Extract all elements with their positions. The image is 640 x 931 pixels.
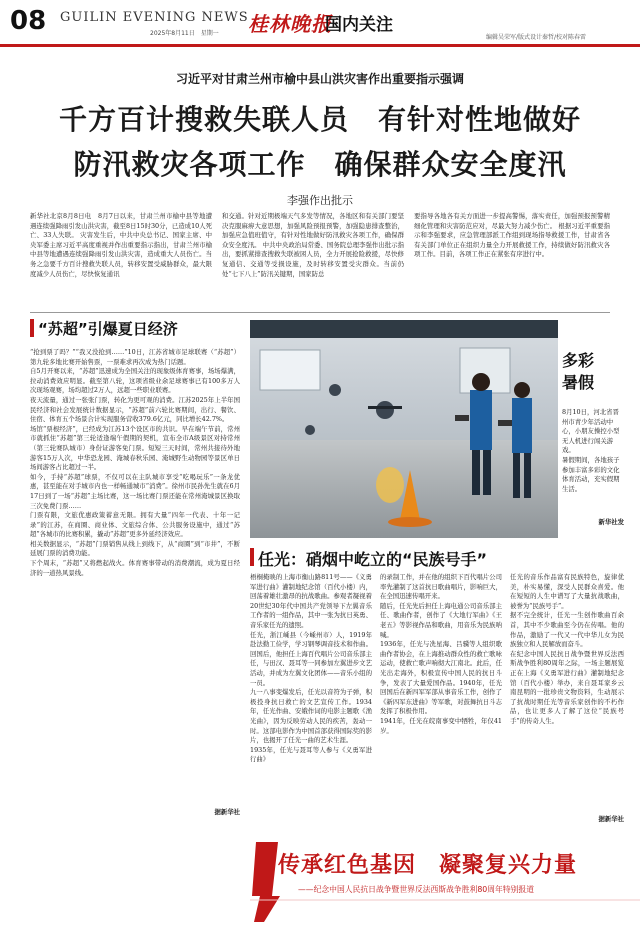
lead-headline-line-2: 防汛救灾各项工作 确保群众安全度汛: [73, 148, 567, 181]
renguang-accent-bar: [250, 548, 254, 566]
summer-feature: [562, 350, 622, 394]
section-title: 国内关注: [325, 15, 393, 35]
summer-title-line-2: 暑假: [562, 373, 595, 392]
summer-caption: 8月10日，河北省晋州市青少年活动中心，小朋友操控小型无人机进行闯关游戏。 暑假期间，各地孩子参加丰富多彩的文化体育活动，充实假期生活。: [562, 408, 620, 493]
drone-photo-illustration: [250, 320, 558, 538]
lead-column-2: 和交通。针对近期极端天气多发等情况，各地区和有关部门要坚决克服麻痹大意思想，加强风险预报预警，加强隐患排查整治，加强应急值班值守，有针对性地做好防汛救灾各项工作，确保群众安全度汛。 中共中央政治局常委、国务院总理李强作出批示指出，要抓紧排查搜救失联被困人员，全力开展抢险救援，尽快修复通信、交通等受损设施，及时转移安置受灾群众。当前仍处“七下八上”防汛关键期，国家防总: [222, 212, 404, 278]
suchao-accent-bar: [30, 319, 34, 337]
page-number: 08: [10, 6, 47, 36]
paper-logo: 桂林晚报: [248, 12, 332, 36]
masthead-divider: [0, 44, 640, 47]
renguang-title: 任光：硝烟中屹立的“民族号手”: [258, 550, 488, 569]
editor-credits: 编辑吴荣军/版式设计秦哲/校对陈春雷: [486, 34, 587, 41]
banner-subtitle: ——纪念中国人民抗日战争暨世界反法西斯战争胜利80周年特别报道: [298, 885, 535, 894]
renguang-column-3: 任光的音乐作品富有民族特色，旋律优美，朴实易懂，深受人民群众喜爱。他在短短的人生中谱写了大量抗战歌曲，被誉为“民族号手”。 据不完全统计，任光一生创作歌曲百余首，其中不少歌曲至今仍在传唱。他的作品，激励了一代又一代中华儿女为民族独立和人民解放而奋斗。 在纪念中国人民抗日战争暨世界反法西斯战争胜利80周年之际，一场主题展览正在上海《义勇军进行曲》灌制地纪念馆（百代小楼）举办，来自聂耳家乡云南昆明的一批珍贵文物资料，生动展示了抗战时期任光等音乐家创作的不朽作品，也让更多人了解了这位“民族号手”的传奇人生。: [510, 573, 624, 725]
suchao-body: “抢到票了吗？”“我又没抢到……”10日，江苏省城市足球联赛（“苏超”）第九轮多地比赛开始售票，一票难求再次成为热门话题。 自5月开赛以来，“苏超”迅速成为全国关注的现象级体育赛事，场场爆满，拉动消费效应明显。截至第八轮，这项省级业余足球赛事已有100多万人次现场观赛，场均超过2万人，远超一些职业联赛。 夜天流量，通过一张张门票，转化为更可观的消费。江苏2025年上半年国民经济和社会发展统计数据显示，“苏超”前六轮比赛期间，出行、餐饮、住宿、体育五个场景合计实现服务营收379.6亿元，同比增长42.7%。 场馆“票根经济”，已经成为江苏13个设区市的共识。早在端午节前，常州市就抓住“苏超”第三轮适逢端午假期的契机，宣布全市A级景区对持常州（第三轮赛队城市）身份证游客免门票。短短三天时间，常州共接待外地游客15万人次，中华恐龙园、淹城春秋乐园、淹城野生动物园等景区单日场间游客占比超过一半。 如今，手持“苏超”球票，不仅可以在主队城市享受“吃喝玩乐”一条龙优惠，甚至能在对手城市内也一样畅通城市“消费”。徐州市民孙先生就在6月17日到了一场“苏超”主场比赛，这一场比赛门票还能在常州淹城景区换取三次免费门票…… 门票有限，文旅优惠政策蓄意无限。拥有大量“四年一代表、十年一记录”的江苏，在商圈、商业体、文旅综合体、公共服务设施中，通过“苏超”各城市的比赛积累，撬动“苏超”更多外延经济效应。 相关数据显示，“苏超”门票销售从线上到线下，从“商圈”到“市井”，不断延展门票的消费功能。 下个周末，“苏超”又将燃起战火。体育赛事带动的消费潮流，成为夏日经济的一道热风景线。: [30, 348, 240, 577]
suchao-source: 据新华社: [214, 808, 240, 816]
lead-byline: 李强作出批示: [287, 194, 353, 207]
masthead: [0, 0, 640, 44]
lead-headline-line-1: 千方百计搜救失联人员 有针对性地做好: [58, 103, 581, 136]
summer-source: 新华社发: [598, 518, 624, 526]
banner-title: 传承红色基因 凝聚复兴力量: [278, 853, 578, 878]
lead-kicker: 习近平对甘肃兰州市榆中县山洪灾害作出重要指示强调: [175, 72, 464, 86]
lead-column-3: 要指导各地各有关方面进一步提高警惕，落实责任，加强预报预警精细化管理和灾害防范应对，尽最大努力减少伤亡。 根据习近平重要指示和李强要求，应急管理部派工作组到现场指导救援工作，甘肃省各有关部门单位正在组织力量全力开展救援工作，持续做好防汛救灾各项工作。目前，各项工作正在紧张有序进行中。: [414, 212, 610, 259]
summer-title-line-1: 多彩: [562, 351, 595, 370]
section-divider: [30, 312, 610, 313]
renguang-source: 据新华社: [598, 815, 624, 823]
renguang-column-1: 梧桐掩映的上海市衡山路811号——《义勇军进行曲》灌制地纪念馆（百代小楼）内，回荡着雄壮激昂的抗战歌曲。参观者凝视着20世纪30年代中国共产党领导下左翼音乐工作者的一组作品，其中一张为抗日英勇、音乐家任光的遗照。 任光，浙江嵊县（今嵊州市）人，1919年赴法勤工俭学，学习钢琴调音技术和作曲。回国后，他担任上海百代唱片公司音乐部主任，与田汉、聂耳等一同参加左翼进步文艺活动，并成为左翼文化团体——音乐小组的一员。 九一八事变爆发后，任光以音符为子弹，积极投身抗日救亡的文艺宣传工作。1934年，任光作曲、安娥作词的电影主题歌《渔光曲》，因为反映劳动人民的疾苦，轰动一时。这部电影作为中国首部获得国际奖的影片，也揭开了任光一曲的艺术生涯。 1935年，任光与聂耳等人参与《义勇军进行曲》: [250, 573, 372, 764]
issue-date: 2025年8月11日 星期一: [150, 30, 219, 37]
renguang-column-2: 的录制工作，并在他的组织下百代唱片公司率先灌制了这首抗日歌曲唱片，影响巨大，在全国迅速传唱开来。 随后，任光先后担任上海电通公司音乐部主任、歌曲作者，创作了《大地行军曲》《王老五》等影视作品和歌曲，用音乐为民族呐喊。 1936年，任光与冼星海、吕骥等人组织歌曲作者协会，在上海推动群众性的救亡歌咏运动，使救亡歌声响彻大江南北。此后，任光出走海外，积极宣传中国人民的抗日斗争，发表了大量爱国作品。1940年，任光回国后在新四军军部从事音乐工作，创作了《新四军东进曲》等军歌，对鼓舞抗日斗志发挥了积极作用。 1941年，任光在皖南事变中牺牲，年仅41岁。: [380, 573, 502, 735]
lead-column-1: 新华社北京8月8日电 8月7日以来，甘肃兰州市榆中县等地遭遇连续强降雨引发山洪灾害，截至8日15时30分，已造成10人死亡、33人失联。 灾害发生后，中共中央总书记、国家主席、中央军委主席习近平高度重视并作出重要指示指出，甘肃兰州市榆中县等地遭遇连续强降雨引发山洪灾害，造成重大人员伤亡。当务之急要千方百计搜救失联人员，转移安置受威胁群众，最大限度减少人员伤亡，尽快恢复通讯: [30, 212, 212, 278]
paper-name: GUILIN EVENING NEWS: [60, 10, 249, 25]
suchao-title: “苏超”引爆夏日经济: [38, 320, 178, 338]
drone-photo: [250, 320, 558, 538]
